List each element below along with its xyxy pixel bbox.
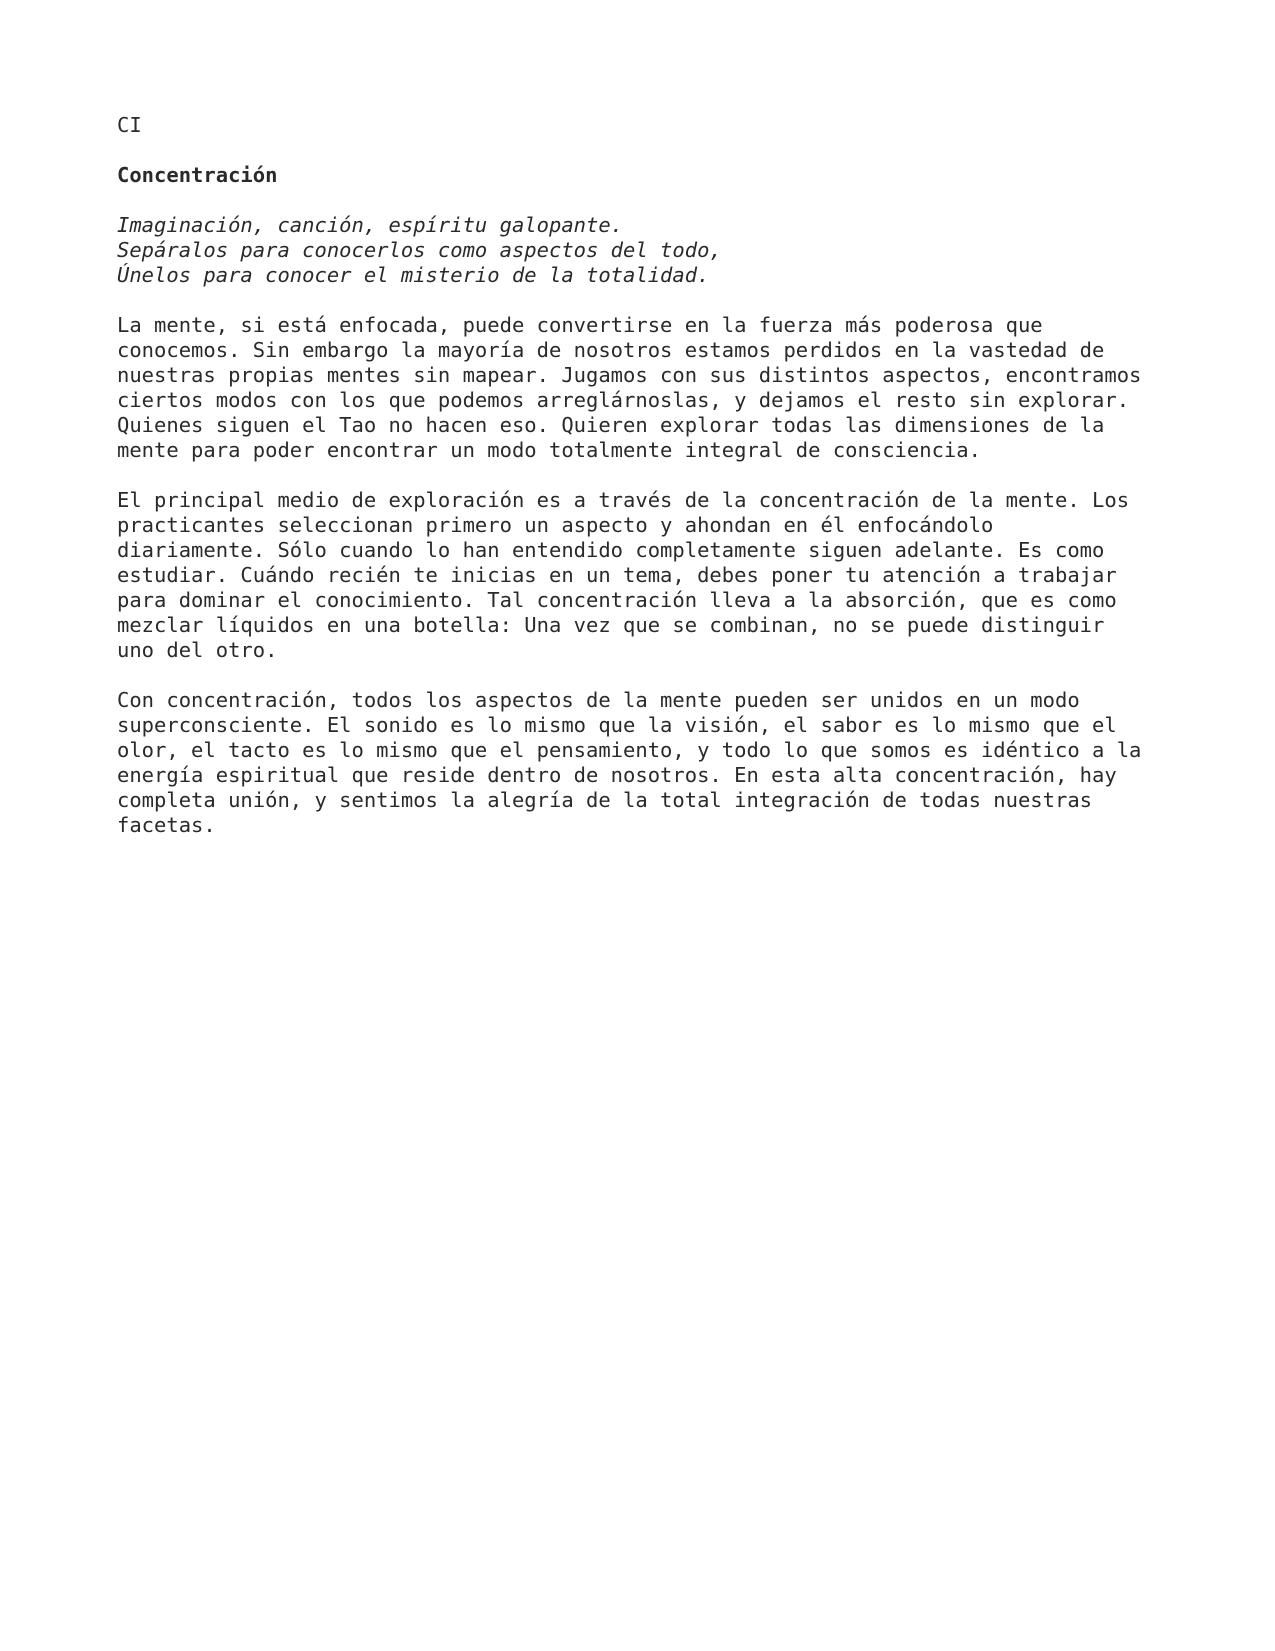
text-line: uno del otro. xyxy=(117,638,278,662)
text-line: El principal medio de exploración es a través de la concentración de la mente. Los xyxy=(117,488,1130,512)
text-line: facetas. xyxy=(117,813,216,837)
text-line: Con concentración, todos los aspectos de la mente pueden ser unidos en un modo xyxy=(117,688,1080,712)
text-line: completa unión, y sentimos la alegría de la total integración de todas nuestras xyxy=(117,788,1093,812)
spacer xyxy=(117,463,1237,488)
text-line: mezclar líquidos en una botella: Una vez que se combinan, no se puede distinguir xyxy=(117,613,1105,637)
verse-line: Sepáralos para conocerlos como aspectos del todo, xyxy=(117,238,722,262)
text-line: estudiar. Cuándo recién te inicias en un tema, debes poner tu atención a trabajar xyxy=(117,563,1117,587)
paragraph-1 xyxy=(117,313,1237,463)
paragraph-2 xyxy=(117,488,1237,663)
text-line: energía espiritual que reside dentro de nosotros. En esta alta concentración, hay xyxy=(117,763,1117,787)
paragraph-3 xyxy=(117,688,1237,838)
chapter-number: CI xyxy=(117,113,142,137)
text-line: conocemos. Sin embargo la mayoría de nosotros estamos perdidos en la vastedad de xyxy=(117,338,1105,362)
document-page xyxy=(117,113,1237,838)
verse-line: Únelos para conocer el misterio de la totalidad. xyxy=(117,263,710,287)
spacer xyxy=(117,138,1237,163)
text-line: diariamente. Sólo cuando lo han entendido completamente siguen adelante. Es como xyxy=(117,538,1105,562)
text-line: practicantes seleccionan primero un aspecto y ahondan en él enfocándolo xyxy=(117,513,994,537)
text-line: olor, el tacto es lo mismo que el pensamiento, y todo lo que somos es idéntico a la xyxy=(117,738,1142,762)
chapter-title: Concentración xyxy=(117,163,278,187)
epigraph-verse xyxy=(117,213,1237,288)
text-line: nuestras propias mentes sin mapear. Jugamos con sus distintos aspectos, encontramos xyxy=(117,363,1142,387)
text-line: Quienes siguen el Tao no hacen eso. Quieren explorar todas las dimensiones de la xyxy=(117,413,1105,437)
text-line: mente para poder encontrar un modo totalmente integral de consciencia. xyxy=(117,438,981,462)
text-line: superconsciente. El sonido es lo mismo que la visión, el sabor es lo mismo que el xyxy=(117,713,1117,737)
spacer xyxy=(117,663,1237,688)
spacer xyxy=(117,188,1237,213)
spacer xyxy=(117,288,1237,313)
text-line: ciertos modos con los que podemos arreglárnoslas, y dejamos el resto sin explorar. xyxy=(117,388,1130,412)
text-line: La mente, si está enfocada, puede convertirse en la fuerza más poderosa que xyxy=(117,313,1043,337)
verse-line: Imaginación, canción, espíritu galopante. xyxy=(117,213,624,237)
text-line: para dominar el conocimiento. Tal concentración lleva a la absorción, que es como xyxy=(117,588,1117,612)
